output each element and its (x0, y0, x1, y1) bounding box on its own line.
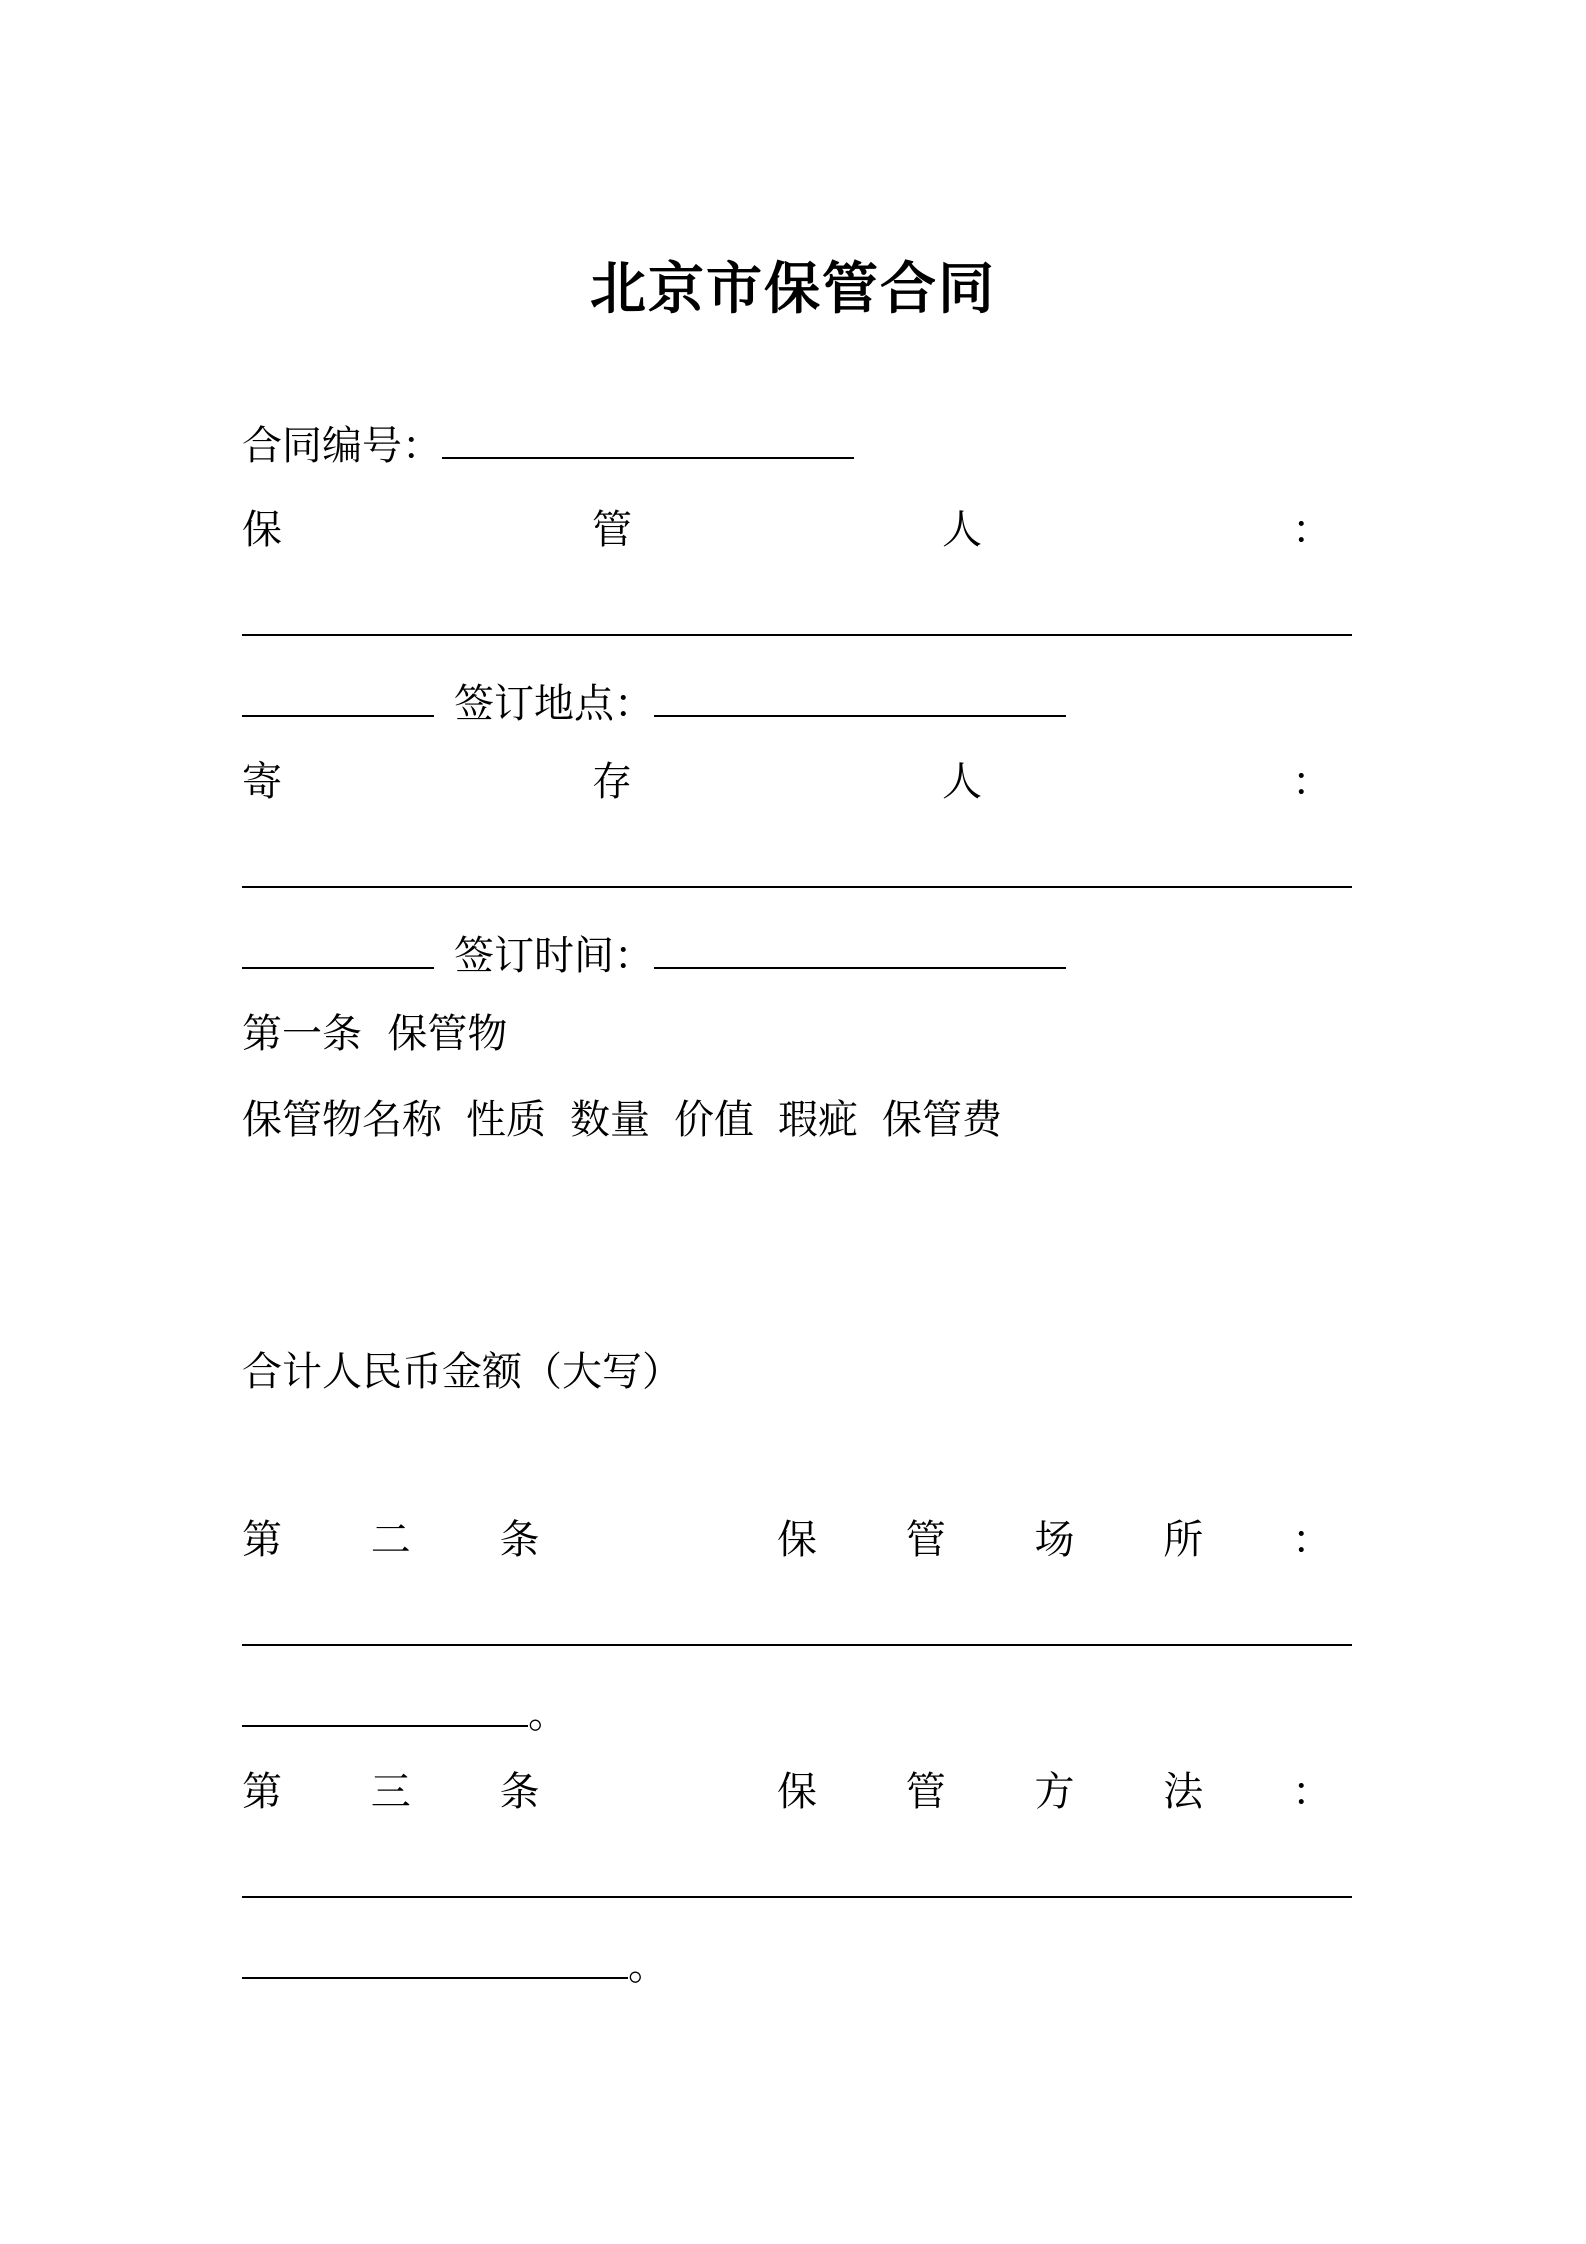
article3-char: 方 (1034, 1769, 1075, 1815)
column-header: 数量 (570, 1097, 650, 1143)
storage-method-blank[interactable] (242, 1896, 1352, 1898)
article2-char: 管 (905, 1517, 946, 1563)
contract-number-row (242, 416, 854, 476)
sign-place-label: 签订地点： (454, 681, 654, 727)
total-amount-label: 合计人民币金额（大写） (242, 1349, 682, 1395)
article2-char: 所 (1163, 1517, 1204, 1563)
article3-char: 管 (905, 1769, 946, 1815)
storage-place-blank[interactable] (242, 1644, 1352, 1646)
depositor-char: 寄 (242, 759, 282, 805)
sign-time-label: 签订时间： (454, 933, 654, 979)
custodian-char: ： (1292, 507, 1332, 553)
storage-method-blank-continued[interactable] (242, 1941, 628, 1979)
custodian-char: 保 (242, 507, 282, 553)
article2-char: 保 (777, 1517, 817, 1563)
end-mark: 。 (528, 1691, 568, 1737)
depositor-char: 存 (592, 759, 632, 805)
article2-char: 场 (1034, 1517, 1075, 1563)
sign-time-row (242, 926, 1066, 986)
article2-char: ： (1292, 1517, 1332, 1563)
depositor-char: ： (1292, 759, 1332, 805)
column-header: 瑕疵 (778, 1097, 858, 1143)
article3-char: ： (1292, 1769, 1332, 1815)
storage-method-end-row (242, 1936, 668, 1996)
article3-char: 第 (242, 1769, 282, 1815)
custodian-blank-continued[interactable] (242, 679, 434, 717)
article3-char: 条 (499, 1769, 540, 1815)
sign-place-row (242, 674, 1066, 734)
sign-place-blank[interactable] (654, 679, 1066, 717)
document-title: 北京市保管合同 (590, 257, 996, 322)
article2-char: 条 (499, 1517, 540, 1563)
column-header: 价值 (674, 1097, 754, 1143)
sign-time-blank[interactable] (654, 931, 1066, 969)
article3-char: 保 (777, 1769, 817, 1815)
contract-number-blank[interactable] (442, 421, 854, 459)
article1-heading: 第一条 保管物 (242, 1011, 508, 1057)
custodian-char: 人 (942, 507, 982, 553)
contract-number-label: 合同编号： (242, 423, 442, 469)
article3-row (242, 1762, 1332, 1822)
article2-char: 二 (370, 1517, 411, 1563)
custodian-row (242, 500, 1332, 560)
storage-place-blank-continued[interactable] (242, 1689, 528, 1727)
column-header: 性质 (466, 1097, 546, 1143)
column-header: 保管物名称 (242, 1097, 442, 1143)
custodian-blank[interactable] (242, 634, 1352, 636)
depositor-blank-continued[interactable] (242, 931, 434, 969)
depositor-row (242, 752, 1332, 812)
article2-char: 第 (242, 1517, 282, 1563)
storage-place-end-row (242, 1684, 568, 1744)
article1-columns (242, 1090, 1002, 1150)
depositor-blank[interactable] (242, 886, 1352, 888)
article2-row (242, 1510, 1332, 1570)
end-mark: 。 (628, 1943, 668, 1989)
article3-char: 法 (1163, 1769, 1204, 1815)
depositor-char: 人 (942, 759, 982, 805)
column-header: 保管费 (882, 1097, 1002, 1143)
custodian-char: 管 (592, 507, 632, 553)
article3-char: 三 (370, 1769, 411, 1815)
